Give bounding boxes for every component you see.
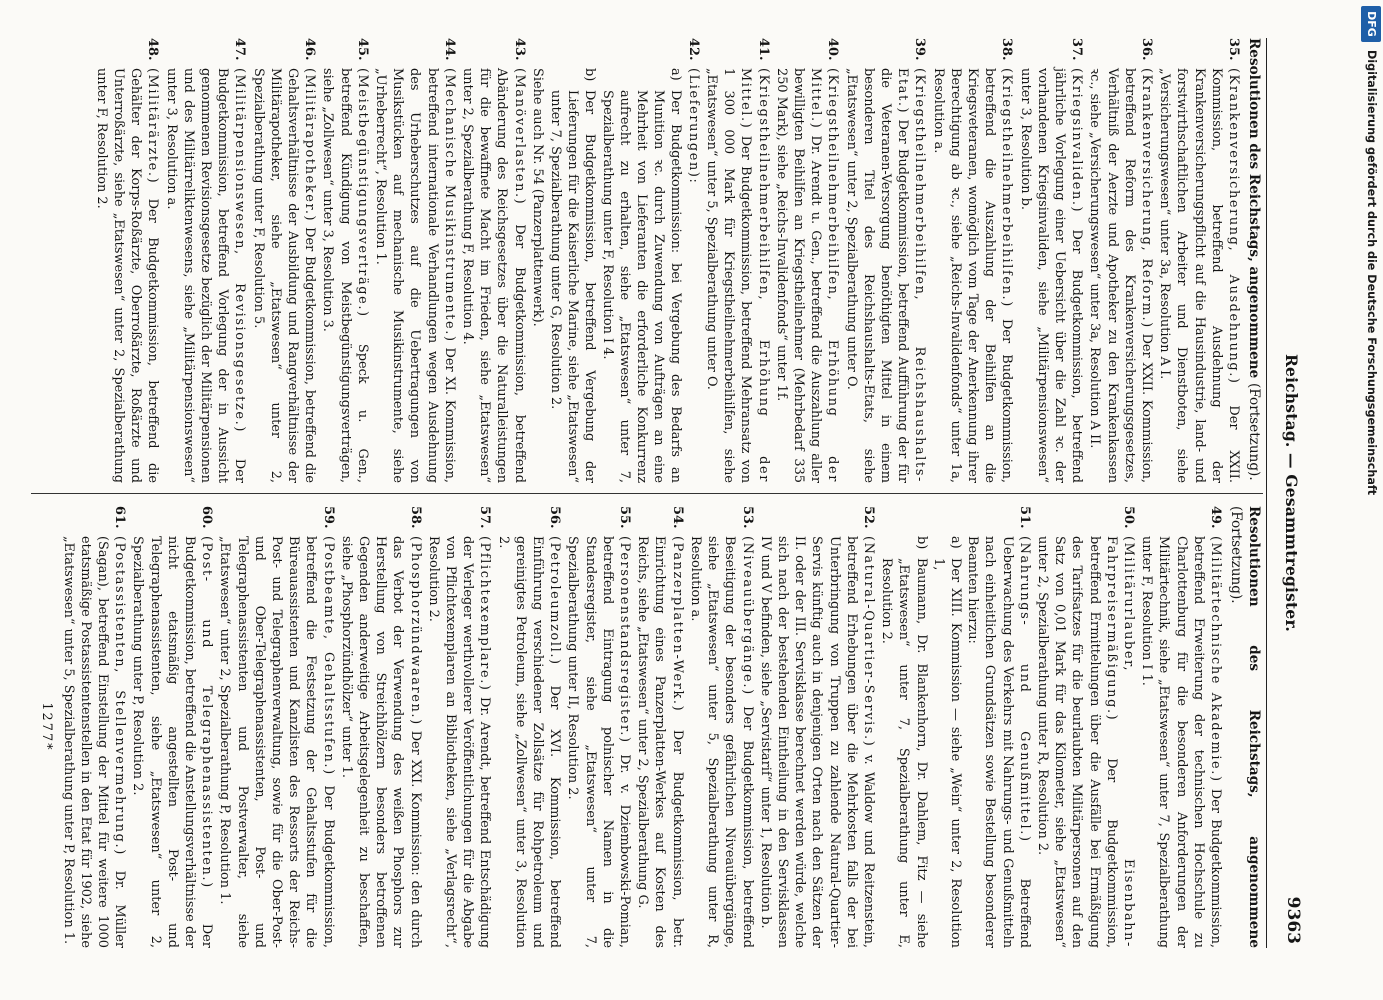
entry-text [129, 536, 215, 948]
entry-text [459, 68, 528, 483]
subitem-label: b) [913, 536, 929, 550]
entry-keyword: (Phosphorzündwaaren.) [407, 536, 423, 726]
entry-text [634, 536, 686, 948]
entry-text [1016, 68, 1085, 483]
page-number: 9363 [1283, 896, 1303, 944]
entry-body [634, 536, 686, 948]
entry-body [129, 536, 215, 948]
entry-number: 50. [1120, 506, 1136, 529]
left-heading-cont: (Fortsetzung). [1246, 383, 1262, 481]
register-entry [842, 38, 928, 483]
rotated-register-page [23, 28, 1313, 958]
left-heading-text: Resolutionen des Reichstags, angenommene [1246, 38, 1262, 379]
entry-keyword: (Kriegstheilnehmerbeihilfen.) [999, 68, 1015, 308]
entry-description: Speck u. Gen., betreffend Kündigung von Meistbegünstigungsverträgen, siehe „Zollwesen“ unter 3, Resolution 3. [320, 68, 370, 483]
entry-body [93, 68, 162, 483]
entry-body [425, 536, 494, 948]
entry-description: Der Budgetkommission, betreffend Mehransatz von 1 300 000 Mark für Kriegstheilnehmerbeihilfen, siehe „Etatswesen“ unter 5, Spezialberathung unter O. [703, 68, 754, 483]
entry-number: 58. [407, 506, 423, 529]
entry-body [338, 536, 424, 948]
entry-number: 55. [617, 506, 633, 529]
entry-description: Der Budgetkommission, betreffend die Anstellungsverhältnisse der nicht etatsmäßig angestellten Post- und Telegraphenassistenten, siehe „Etatswesen“ unter 2, Spezialberathung unter P, Resolution 2. [130, 536, 215, 948]
entry-description: Der Budgetkommission, betreffend die Gehälter der Korps-Roßärzte, Oberroßärzte, Roßärzte und Unterroßärzte, siehe „Etatswesen“ unter 2, Spezialberathung unter F, Resolution 2. [93, 68, 161, 483]
entry-description: Dr. Arendt u. Gen., betreffend die Auszahlung aller bewilligten Beihilfen an Kriegstheilnehmer (Mehrbedarf 335 250 Mark), siehe „Reichs-Invalidenfonds“ unter 1f. [773, 68, 824, 483]
entry-text [564, 536, 633, 948]
entry-body [249, 68, 318, 483]
entry-keyword: (Panzerplatten-Werk.) [669, 536, 685, 713]
entry-keyword: (Meistbegünstigungsverträge.) [354, 68, 370, 318]
left-column-heading [1245, 38, 1263, 483]
entry-text [425, 536, 494, 948]
entry-body [494, 536, 563, 948]
entry-number: 47. [232, 38, 248, 61]
entry-description: v. Waldow und Reitzenstein, betreffend Erhebungen über die Mehrkosten falls der bei Unterbringung von Truppen zu zahlende Natural-Quartier-Servis künftig auch in denjenigen Orten nach den Sätzen der II. oder der III. Servisklasse berechnet werden würde, welche sich nach der bestehenden Eintheilung in den Servisklassen IV und V befinden, siehe „Servistarif“ unter 1, Resolution b. [757, 536, 876, 948]
entry-number: 41. [755, 38, 771, 61]
entry-keyword: (Postassistenten, Stellenvermehrung.) [112, 536, 128, 856]
entry-number: 36. [1138, 38, 1154, 61]
subitem-text: Baumann, Dr. Blankenhorn, Dr. Dahlem, Fitz — siehe „Etatswesen“ unter 7, Spezialberathung unter E, Resolution 2. [879, 558, 929, 948]
entry-text [773, 68, 842, 483]
entry-text [757, 536, 877, 948]
entry-description: Der Budgetkommission, betreffend die Gehaltsverhältnisse der Ausbildung und Rangverhältnisse der Militärapotheker, siehe „Etatswesen“ unter 2, Spezialberathung unter F, Resolution 5. [250, 68, 318, 483]
entry-number: 59. [320, 506, 336, 529]
entry-description: Der Budgetkommission, betreffend Aufführung der für die Veteranen-Versorgung benöthigten Mittel in einem besonderen Titel des Reichshaushalts-Etats, siehe „Etatswesen“ unter 2, Spezialberathung unter O. [843, 68, 911, 484]
entry-number: 52. [860, 506, 876, 529]
entry-body [703, 68, 772, 483]
entry-keyword: (Kriegstheilnehmerbeihilfen, Reichshaushalts-Etat.) [895, 68, 928, 483]
entry-number: 51. [1016, 506, 1032, 529]
left-column [31, 38, 1263, 493]
entry-description: Der XVI. Kommission, betreffend Einführung verschiedener Zollsätze für Rohpetroleum und gereinigtes Petroleum, siehe „Zollwesen“ unter 3, Resolution 2. [495, 536, 563, 948]
register-entry [459, 38, 528, 483]
entry-text [162, 68, 248, 483]
entry-number: 40. [825, 38, 841, 61]
entry-body [1156, 68, 1242, 483]
signature-mark: 1277* [39, 702, 55, 752]
entry-keyword: (Militärärzte.) [145, 68, 161, 185]
entry-body [162, 68, 248, 483]
subitem-label: b) [582, 68, 598, 82]
entry-description: Der Budgetkommission, betreffend Beseitigung der besonders gefährlichen Niveauübergänge, siehe „Etatswesen“ unter 5, Spezialberathung unter R, Resolution a. [687, 536, 755, 948]
entry-text [249, 68, 318, 483]
entry-keyword: (Krankenversicherung, Reform.) [1138, 68, 1154, 329]
entry-text [687, 536, 756, 948]
register-entry [703, 38, 772, 483]
entry-keyword: (Manöverlasten.) [511, 68, 527, 206]
entry-text [1086, 68, 1155, 483]
register-entry [216, 506, 336, 948]
entry-body [1138, 536, 1224, 948]
cross-reference-note: Siehe auch Nr. 54 (Panzerplattenwerk). [529, 68, 545, 327]
entry-text [929, 68, 1015, 483]
entry-body [757, 536, 877, 948]
entry-description: Der XXII. Kommission, betreffend Reform des Krankenversicherungsgesetzes, Verhältniß der Aerzte und Apotheker zu den Krankenkassen ꝛc., siehe „Versicherungswesen“ unter 3a, Resolution A II. [1087, 68, 1154, 483]
entry-body [59, 536, 128, 948]
entry-body [564, 536, 633, 948]
entry-text [372, 68, 458, 483]
entry-keyword: (Niveauübergänge.) [739, 536, 755, 696]
subitem-label: a) [947, 536, 963, 549]
subitem-text: Der XIII. Kommission — siehe „Wein“ unter 2, Resolution 1, [930, 558, 963, 948]
entry-body [1016, 68, 1085, 483]
entry-text [1034, 536, 1137, 948]
digitization-credit-text: Digitalisierung gefördert durch die Deutsche Forschungsgemeinschaft [1365, 50, 1378, 496]
entry-keyword: (Kriegstheilnehmerbeihilfen, Erhöhung der Mittel.) [738, 68, 771, 483]
entry-description: Der Budgetkommission, betreffend die Auszahlung der Beihilfen an die Kriegsveteranen, womöglich vom Tage der Anerkennung ihrer Berechtigung ab ꝛc., siehe „Reichs-Invalidenfonds“ unter 1a, Resolution a. [930, 68, 1015, 483]
register-entry [338, 506, 424, 948]
entry-keyword: (Lieferungen): [685, 68, 701, 185]
entry-body [216, 536, 336, 948]
entry-description: Dr. Müller (Sagan), betreffend Einstellung der Mittel für weitere 1000 etatsmäßige Postassistentenstellen in den Etat für 1902, siehe „Etatswesen“ unter 5, Spezialberathung unter P, Resolution 1. [60, 536, 128, 948]
entry-number: 46. [302, 38, 318, 61]
entry-keyword: (Petroleumzoll.) [547, 536, 563, 666]
right-column [31, 493, 1263, 948]
entry-subitem [547, 68, 599, 483]
entry-body [319, 68, 371, 483]
entry-keyword: (Militärpensionswesen, Revisionsgesetze.) [232, 68, 248, 433]
entry-number: 39. [912, 38, 928, 61]
entry-text [703, 68, 772, 483]
entry-description: Der Budgetkommission, betreffend die Festsetzung der Gehaltsstufen für die Büreauassistenten und Kanzlisten des Ressorts der Reichs-Post- und Telegraphenverwaltung, sowie für die Ober-Post- und Ober-Telegraphenassistenten, Post- und Telegraphenassistenten und Postverwalter, siehe „Etatswesen“ unter 2, Spezialberathung P, Resolution 1. [217, 536, 336, 948]
digitization-credit [1358, 50, 1383, 990]
entry-number: 56. [547, 506, 563, 529]
register-entry [878, 506, 1033, 948]
dfg-logo-text: DFG [1365, 11, 1378, 37]
entry-keyword: (Pflichtexemplare.) [477, 536, 493, 692]
entry-text [1138, 536, 1224, 948]
entry-number: 48. [145, 38, 161, 61]
entry-number: 42. [685, 38, 701, 61]
entry-description: Dr. Arendt, betreffend Entschädigung der Verleger werthvollerer Veröffentlichungen für die Abgabe von Pflichtexemplaren an Bibliotheken, siehe „Verlagsrecht“, Resolution 2. [425, 536, 493, 948]
register-entry [93, 38, 162, 483]
entry-keyword: (Mechanische Musikinstrumente.) [441, 68, 457, 343]
entry-number: 44. [441, 38, 457, 61]
register-entry [162, 38, 248, 483]
subitem-text: Der Budgetkommission, betreffend Vergebung der Lieferungen für die Kaiserliche Marine, siehe „Etatswesen“ unter 7, Spezialberathung unter G, Resolution 2. [548, 90, 598, 483]
entry-number: 35. [1226, 38, 1241, 61]
register-entry [59, 506, 128, 948]
entry-number: 43. [511, 38, 527, 61]
entry-keyword: (Natural-Quartier-Servis.) [860, 536, 876, 748]
register-entry [1034, 506, 1137, 948]
entry-text [93, 68, 162, 483]
entry-keyword: (Personenstandsregister.) [617, 536, 633, 744]
register-entry [634, 506, 686, 948]
register-entry [319, 38, 371, 483]
entry-text [216, 536, 336, 948]
entry-body [1086, 68, 1155, 483]
entry-text [494, 536, 563, 948]
entry-text [1156, 68, 1242, 483]
entry-keyword: (Militärtechnische Akademie.) [1208, 536, 1223, 783]
entry-number: 60. [199, 506, 215, 529]
entry-number: 38. [999, 38, 1015, 61]
entry-text [59, 536, 128, 948]
dfg-logo [1361, 6, 1381, 42]
register-entry [773, 38, 842, 483]
running-head [1266, 38, 1307, 948]
entry-body [1034, 536, 1137, 948]
entry-description: Der XXI. Kommission: den durch das Verbot der Verwendung des weißen Phosphors zur Herstellung von Streichhölzern besonders betroffenen Gegenden anderweitige Arbeitsgelegenheit zu beschaffen, siehe „Phosphorzündhölzer“ unter 1. [338, 536, 423, 948]
entry-description: Der Budgetkommission, betreffend Vorlegung der in Aussicht genommenen Revisionsgesetze bezüglich der Militärpensionen und des Militärreliktenwesens, siehe „Militärpensionswesen“ unter 3, Resolution a. [163, 68, 248, 483]
entry-keyword: (Militärapotheker.) [302, 68, 318, 223]
right-heading-cont: (Fortsetzung). [1228, 506, 1244, 604]
entry-number: 37. [1069, 38, 1085, 61]
running-title: Reichstag. — Gesammtregister. [1282, 353, 1301, 633]
entry-keyword: (Nahrungs- und Genußmittel.) [1016, 536, 1032, 843]
register-entry [249, 38, 318, 483]
entry-text [842, 68, 928, 483]
register-entry [425, 506, 494, 948]
entry-description: Der Budgetkommission, betreffend Erweiterung der technischen Hochschule zu Charlottenburg für die besonderen Anforderungen der Militärtechnik, siehe „Etatswesen“ unter 7, Spezialberathung unter F, Resolution I 1. [1139, 536, 1223, 948]
entry-text [319, 68, 371, 483]
entry-body [773, 68, 842, 483]
entry-body [372, 68, 458, 483]
entry-subitem [878, 536, 930, 948]
entry-description: Der Budgetkommission, betreffend jährliche Vorlegung einer Uebersicht über die Zahl ꝛc. der vorhandenen Kriegsinvaliden, siehe „Militärpensionswesen“ unter 3, Resolution b. [1017, 68, 1085, 483]
register-entry [1138, 506, 1224, 948]
register-entry [372, 38, 458, 483]
register-entry [687, 506, 756, 948]
entry-subitem [930, 536, 964, 948]
entry-description: Der Budgetkommission, betreffend Abänderung des Reichsgesetzes über die Naturalleistungen für die bewaffnete Macht im Frieden, siehe „Etatswesen“ unter 2, Spezialberathung F, Resolution 4. [460, 68, 527, 483]
entry-text [964, 536, 1033, 948]
entry-number: 45. [354, 38, 370, 61]
entry-body [929, 68, 1015, 483]
entry-keyword: (Kriegsinvaliden.) [1069, 68, 1085, 214]
register-entry [129, 506, 215, 948]
entry-number: 61. [112, 506, 128, 529]
register-entry [1016, 38, 1085, 483]
register-entry [564, 506, 633, 948]
entry-body [687, 536, 756, 948]
entry-subitem [598, 68, 684, 483]
entry-text [338, 536, 424, 948]
entry-keyword: (Militärurlauber, Eisenbahn-Fahrpreisermäßigung.) [1103, 536, 1136, 948]
subitem-text: Der Budgetkommission: bei Vergebung des Bedarfs an Munition ꝛc. durch Zuwendung von Aufträgen an eine Mehrheit von Lieferanten die erforderliche Konkurrenz aufrecht zu erhalten, siehe „Etatswesen“ unter 7, Spezialberathung unter F, Resolution I 4. [599, 90, 684, 483]
right-column-heading [1227, 506, 1263, 948]
entry-description: Der Budgetkommission, betr. Einrichtung eines Panzerplatten-Werkes auf Kosten des Reichs, siehe „Etatswesen“ unter 2, Spezialberathung G. [635, 536, 685, 948]
entry-body [459, 68, 528, 483]
entry-description: Der Budgetkommission, betreffend Ermittelungen über die Ausfälle bei Ermäßigung des Tarifsatzes für die beurlaubten Militärpersonen auf den Satz von 0,01 Mark für das Kilometer, siehe „Etatswesen“ unter 2, Spezialberathung unter R, Resolution 2. [1034, 536, 1119, 948]
entry-keyword: (Kriegstheilnehmerbeihilfen, Erhöhung der Mittel.) [808, 68, 841, 483]
subitem-label: a) [668, 68, 684, 81]
entry-number: 54. [669, 506, 685, 529]
register-entry [547, 38, 702, 483]
entry-body [878, 536, 1033, 948]
two-column-body [31, 38, 1263, 948]
entry-body [842, 68, 928, 483]
entry-text [685, 68, 702, 483]
entry-description: Dr. v. Dziembowski-Pomian, betreffend Eintragung polnischer Namen in die Standesregister, siehe „Etatswesen“ unter 7, Spezialberathung unter II, Resolution 2. [565, 536, 633, 948]
register-entry [757, 506, 877, 948]
entry-description: Betreffend Ueberwachung des Verkehrs mit Nahrungs- und Genußmitteln nach einheitlichen Grundsätzen sowie Bestellung besonderer Beamten hierzu: [965, 536, 1032, 948]
register-entry [929, 38, 1015, 483]
register-entry [494, 506, 563, 948]
entry-number: 49. [1208, 506, 1223, 529]
entry-body [547, 68, 702, 483]
register-entry [1086, 38, 1155, 483]
entry-keyword: (Post- und Telegraphenassistenten.) [199, 536, 215, 889]
entry-description: Der XXII. Kommission, betreffend Ausdehnung der Krankenversicherungspflicht auf die Hausindustrie, land- und forstwirthschaftlichen Arbeiter und Dienstboten, siehe „Versicherungswesen“ unter 3a, Resolution A I. [1157, 68, 1241, 483]
register-entry [1156, 38, 1242, 483]
right-heading-text: Resolutionen des Reichstags, angenommene [1246, 506, 1262, 948]
entry-keyword: (Postbeamte, Gehaltsstufen.) [320, 536, 336, 776]
entry-keyword: (Krankenversicherung, Ausdehnung.) [1226, 68, 1241, 385]
entry-number: 53. [739, 506, 755, 529]
entry-description: Der XI. Kommission, betreffend internationale Verhandlungen wegen Ausdehnung des Urheberschutzes auf die Uebertragungen von Musikstücken auf mechanische Musikinstrumente, siehe „Urheberrecht“, Resolution 1. [373, 68, 457, 483]
entry-number: 57. [477, 506, 493, 529]
